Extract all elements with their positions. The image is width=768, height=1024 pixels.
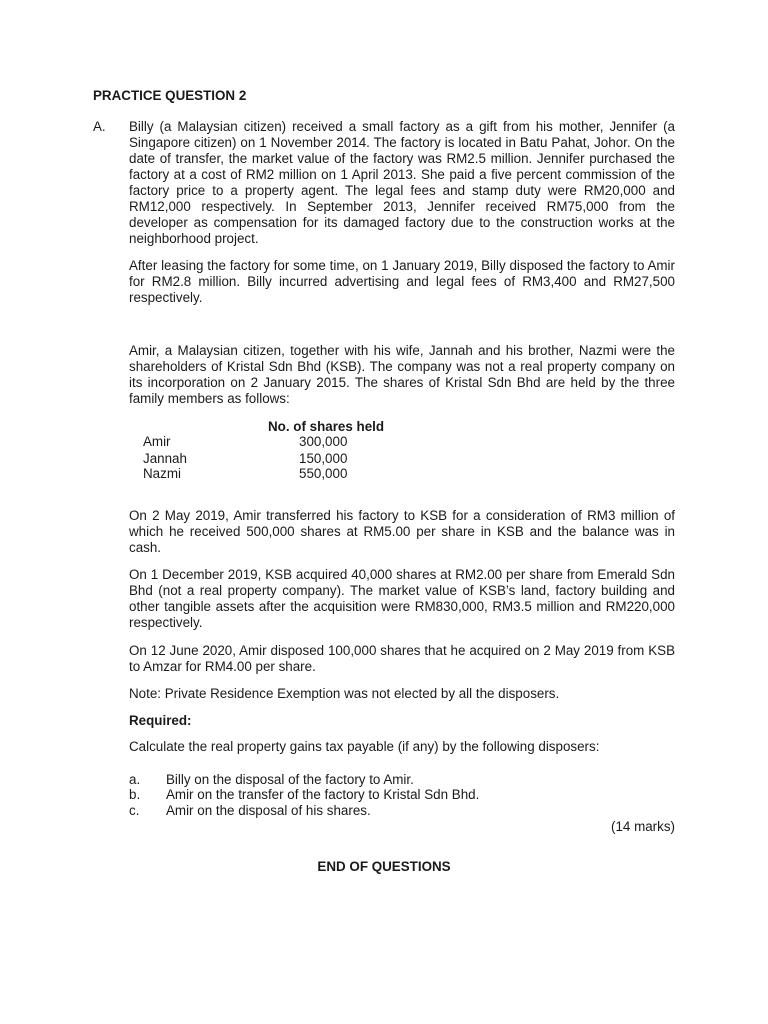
instruction-text: Calculate the real property gains tax payable (if any) by the following disposers: (129, 739, 600, 754)
shares-table-header: No. of shares held (268, 419, 385, 434)
list-item-letter: b. (129, 787, 141, 802)
shareholder-shares: 300,000 (299, 434, 348, 449)
shareholder-shares: 150,000 (299, 451, 348, 466)
list-item-text: Amir on the transfer of the factory to Kristal Sdn Bhd. (166, 787, 480, 802)
paragraph-gift: Billy (a Malaysian citizen) received a small factory as a gift from his mother, Jennifer (a Singapore citizen) on 1 November 2014. The factory is located in Batu Pahat, Johor. On the date of transfer, the market value of the factory was RM2.5 million. Jennifer purchased the factory at a cost of RM2 million on 1 April 2013. She paid a five percent commission of the factory price to a property agent. The legal fees and stamp duty were RM20,000 and RM12,000 respectively. In September 2013, Jennifer received RM75,000 from the developer as compensation for its damaged factory due to the construction works at the neighborhood project. (129, 119, 675, 246)
shareholder-name: Amir (143, 434, 171, 449)
shareholder-name: Nazmi (143, 466, 181, 481)
paragraph-share-disposal: On 12 June 2020, Amir disposed 100,000 shares that he acquired on 2 May 2019 from KSB to Amzar for RM4.00 per share. (129, 643, 675, 674)
question-letter: A. (93, 119, 106, 134)
list-item-letter: c. (129, 803, 140, 818)
paragraph-transfer: On 2 May 2019, Amir transferred his factory to KSB for a consideration of RM3 million of which he received 500,000 shares at RM5.00 per share in KSB and the balance was in cash. (129, 508, 675, 555)
shareholder-shares: 550,000 (299, 466, 348, 481)
shareholder-name: Jannah (143, 451, 187, 466)
list-item-text: Billy on the disposal of the factory to Amir. (166, 772, 414, 787)
required-label: Required: (129, 713, 192, 728)
paragraph-acquisition: On 1 December 2019, KSB acquired 40,000 shares at RM2.00 per share from Emerald Sdn Bhd (not a real property company). The market value of KSB’s land, factory building and other tangible assets after the acquisition were RM830,000, RM3.5 million and RM220,000 respectively. (129, 567, 675, 630)
end-of-questions: END OF QUESTIONS (317, 859, 451, 874)
page-title: PRACTICE QUESTION 2 (93, 88, 247, 103)
note-text: Note: Private Residence Exemption was not elected by all the disposers. (129, 686, 560, 701)
list-item-text: Amir on the disposal of his shares. (166, 803, 371, 818)
paragraph-shareholders: Amir, a Malaysian citizen, together with his wife, Jannah and his brother, Nazmi were the shareholders of Kristal Sdn Bhd (KSB). The company was not a real property company on its incorporation on 2 January 2015. The shares of Kristal Sdn Bhd are held by the three family members as follows: (129, 343, 675, 406)
marks-label: (14 marks) (611, 819, 675, 834)
list-item-letter: a. (129, 772, 141, 787)
paragraph-lease-disposal: After leasing the factory for some time, on 1 January 2019, Billy disposed the factory to Amir for RM2.8 million. Billy incurred advertising and legal fees of RM3,400 and RM27,500 respectively. (129, 258, 675, 305)
